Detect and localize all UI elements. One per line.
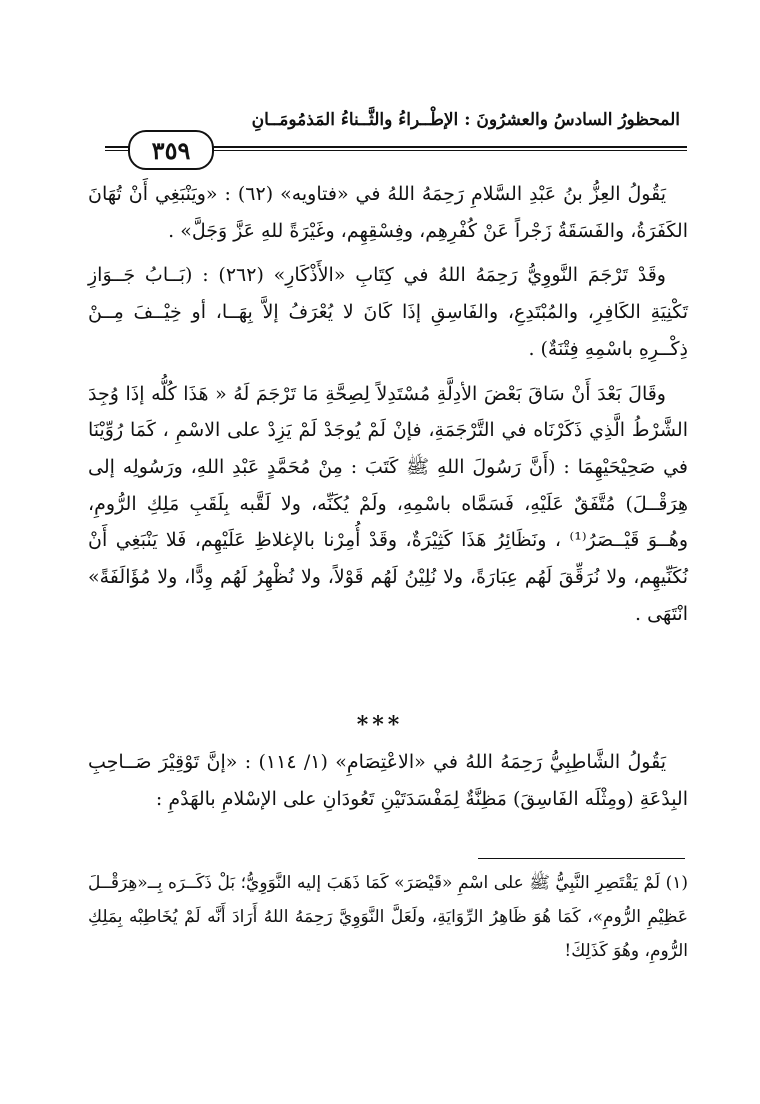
running-header-title: المحظورُ السادسُ والعشرُونَ : الإطْــراءُ والثَّــناءُ المَذمُومَــانِ [251, 110, 680, 130]
footnote-1: (١) لَمْ يَقْتَصِرِ النَّبِيُّ ﷺ على اسْمِ «قَيْصَرَ» كَمَا ذَهَبَ إليه النَّوَوِيُّ؛ بَلْ ذَكَــرَه بِــ«هِرَقْــلَ عَظِيْمِ الرُّومِ»، كَمَا هُوَ ظَاهِرُ الرِّوَايَةِ، ولَعَلَّ النَّوَوِيَّ رَحِمَهُ اللهُ أَرَادَ أَنَّه لَمْ يُخَاطِبْه بِمَلِكِ الرُّومِ، وهُوَ كَذَلِكَ! [88, 873, 688, 961]
page-number: ٣٥٩ [151, 135, 191, 165]
paragraph-nawawi-adhkar: وقَدْ تَرْجَمَ النَّووِيُّ رَحِمَهُ اللهُ في كِتَابِ «الأَذْكَارِ» (٢٦٢) : (بَــابُ جَــوَازِ تَكْنِيَةِ الكَافِرِ، والمُبْتَدِعِ، والفَاسِقِ إذَا كَانَ لا يُعْرَفُ إلاَّ بِهَــا، أو خِيْــفَ مِــنْ ذِكْــرِهِ باسْمِهِ فِتْنَةٌ) . [88, 264, 688, 360]
paragraph-nawawi-explanation: وقَالَ بَعْدَ أَنْ سَاقَ بَعْضَ الأدِلَّةِ مُسْتَدِلاً لِصِحَّةِ مَا تَرْجَمَ لَهُ « هَذَا كُلُّه إذَا وُجِدَ الشَّرْطُ الَّذِي ذَكَرْنَاه في التَّرْجَمَةِ، فإنْ لَمْ يُوجَدْ لَمْ يَزِدْ على الاسْمِ ، كَمَا رُوِّيْنَا في صَحِيْحَيْهِمَا : (أَنَّ رَسُولَ اللهِ ﷺ كَتَبَ : مِنْ مُحَمَّدٍ عَبْدِ اللهِ، ورَسُولِه إلى هِرَقْــلَ) مُتَّفَقٌ عَلَيْهِ، فَسَمَّاه باسْمِهِ، ولَمْ يُكَنِّه، ولا لَقَّبه بِلَقَبِ مَلِكِ الرُّومِ، وهُــوَ قَيْــصَرُ⁽¹⁾ ، ونَظَائِرُ هَذَا كَثِيْرَةٌ، وقَدْ أُمِرْنا بالإغلاظِ عَلَيْهِم، فَلا يَنْبَغِي أَنْ نُكَنِّيهِم، ولا نُرَقِّقَ لَهُم عِبَارَةً، ولا نُلِيْنُ لَهُم قَوْلاً، ولا نُظْهِرُ لَهُم وِدًّا، ولا مُؤَالَفَةً» انْتَهَى . [88, 382, 688, 625]
paragraph-shatibi-itisam: يَقُولُ الشَّاطِبِيُّ رَحِمَهُ اللهُ في «الاعْتِصَامِ» (١/ ١١٤) : «إنَّ تَوْقِيْرَ صَــاحِبِ البِدْعَةِ (ومِثْلَه الفَاسِقَ) مَظِنَّةٌ لِمَفْسَدَتَيْنِ تَعُودَانِ على الإسْلامِ بالهَدْمِ : [88, 751, 688, 810]
main-text-block [88, 176, 688, 632]
footnotes-block [88, 866, 688, 968]
footnote-divider [478, 858, 685, 859]
page-number-badge [128, 130, 214, 170]
paragraph-izz-ibn-abd-al-salam: يَقُولُ العِزُّ بنُ عَبْدِ السَّلامِ رَحِمَهُ اللهُ في «فتاويه» (٦٢) : «ويَنْبَغِي أَنْ تُهَانَ الكَفَرَةُ، والفَسَقَةُ زَجْراً عَنْ كُفْرِهِم، وفِسْقِهِم، وغَيْرَةً للهِ عَزَّ وَجَلَّ» . [88, 183, 688, 242]
section-separator: *** [356, 712, 404, 738]
main-text-block-continued [88, 744, 688, 817]
